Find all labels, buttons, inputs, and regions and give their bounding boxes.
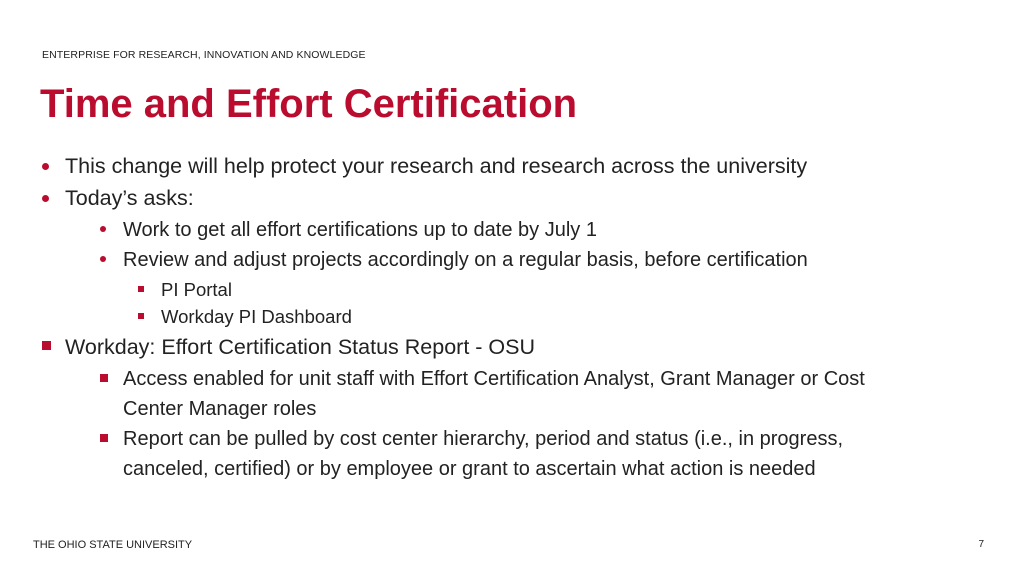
round-bullet-icon — [42, 195, 49, 202]
bullet-report-pulled-line2: canceled, certified) or by employee or grant to ascertain what action is needed — [123, 458, 816, 480]
square-bullet-icon — [100, 374, 108, 382]
bullet-report-pulled-line1: Report can be pulled by cost center hierarchy, period and status (i.e., in progress, — [123, 428, 844, 450]
square-bullet-icon — [138, 313, 144, 319]
bullet-workday-pi-dashboard: Workday PI Dashboard — [161, 306, 352, 327]
square-bullet-icon — [42, 341, 51, 350]
round-bullet-icon — [42, 163, 49, 170]
page-title: Time and Effort Certification — [40, 82, 578, 126]
page-number: 7 — [978, 539, 984, 550]
bullet-access-enabled-line1: Access enabled for unit staff with Effort Certification Analyst, Grant Manager or Cost — [123, 368, 865, 390]
bullet-access-enabled-line2: Center Manager roles — [123, 398, 317, 420]
bullet-effort-certification-report: Workday: Effort Certification Status Report - OSU — [65, 335, 535, 359]
square-bullet-icon — [138, 286, 144, 292]
bullet-pi-portal: PI Portal — [161, 279, 232, 300]
square-bullet-icon — [100, 434, 108, 442]
header-kicker: ENTERPRISE FOR RESEARCH, INNOVATION AND KNOWLEDGE — [42, 49, 366, 61]
round-bullet-icon — [100, 256, 106, 262]
bullet-todays-asks: Today’s asks: — [65, 186, 194, 210]
bullet-review-adjust-projects: Review and adjust projects accordingly on a regular basis, before certification — [123, 249, 808, 271]
footer-university: THE OHIO STATE UNIVERSITY — [33, 539, 193, 551]
bullet-protect-research: This change will help protect your research and research across the university — [65, 154, 808, 178]
round-bullet-icon — [100, 226, 106, 232]
bullet-certifications-up-to-date: Work to get all effort certifications up to date by July 1 — [123, 219, 597, 241]
